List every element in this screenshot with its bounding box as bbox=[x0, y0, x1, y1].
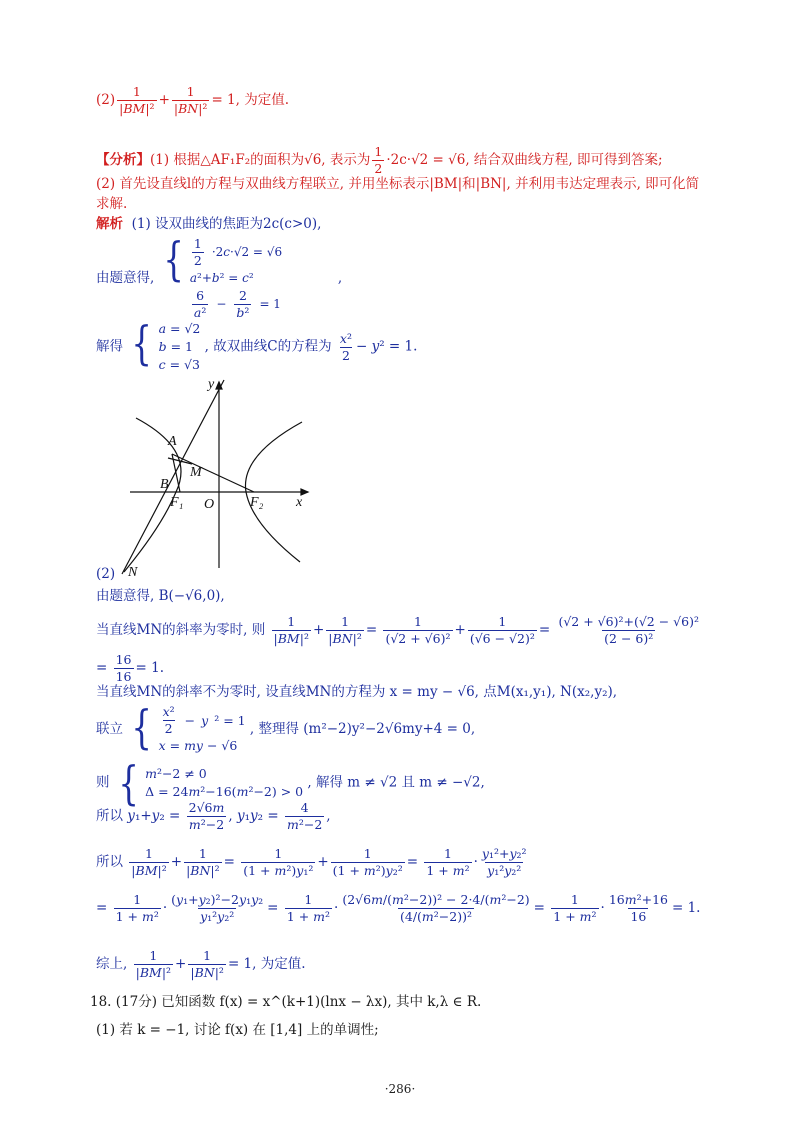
segment-AF2 bbox=[172, 454, 254, 492]
label-B: B bbox=[160, 477, 169, 492]
label-x: x bbox=[296, 495, 303, 510]
solution-line-slope-zero: 当直线MN的斜率为零时, 则 $\frac{1}{\text{|BM|²}}$ + $\frac{1}{\text{|BN|²}}$ = $\frac{1}{\text{(√2 + √6)²}}$ + $\frac{1}{\text{(√6 − √2)²}}$ = $\frac{\text{(√2 + √6)²+(√2 − √6)²}}{\text{(2 − 6)²}}$ bbox=[96, 614, 699, 646]
solution-line-result1: = $\frac{16}{16}$ = 1. bbox=[96, 652, 164, 684]
hyperbola-graph bbox=[96, 376, 326, 586]
solution-line-setup: 当直线MN的斜率不为零时, 设直线MN的方程为 x = my − √6, 点M(x₁,y₁), N(x₂,y₂), bbox=[96, 684, 618, 700]
question-18-part1: (1) 若 k = −1, 讨论 f(x) 在 [1,4] 上的单调性; bbox=[96, 1022, 379, 1038]
part2-label: (2) bbox=[96, 566, 116, 582]
label-A: A bbox=[168, 434, 177, 449]
analysis-line-1: 【分析】(1) 根据△AF₁F₂的面积为√6, 表示为 $\frac{1}{2}$ ·2c·√2 = √6, 结合双曲线方程, 即可得到答案; bbox=[96, 144, 663, 176]
label-N: N bbox=[128, 565, 138, 580]
solution-line-sum: 所以 $\frac{1}{\text{|BM|²}}$ + $\frac{1}{\text{|BN|²}}$ = $\frac{1}{\text{(1 + m²)y₁²}}$ + $\frac{1}{\text{(1 + m²)y₂²}}$ = $\frac{1}{\text{1 + m²}}$ · $\frac{\text{y₁²+y₂²}}{\text{y₁²y₂²}}$ bbox=[96, 846, 527, 878]
solution-system-3: 联立 { $\frac{\text{x²}}{2}$ − y ² = 1 x = my − √6 , 整理得 (m²−2)y²−2√6my+4 = 0, bbox=[96, 700, 476, 754]
solution-line-simplify: = $\frac{1}{\text{1 + m²}}$ · $\frac{\text{(y₁+y₂)²−2y₁y₂}}{\text{y₁²y₂²}}$ = $\frac{1}{\text{1 + m²}}$ · $\frac{\text{(2√6m/(m²−2))² − 2·4/(m²−2)}}{\text{(4/(m²−2))²}}$ = $\frac{1}{\text{1 + m²}}$ · $\frac{\text{16m²+16}}{16}$ = 1. bbox=[96, 892, 701, 924]
solution-conclusion: 综上, $\frac{1}{\text{|BM|²}}$ + $\frac{1}{\text{|BN|²}}$ = 1, 为定值. bbox=[96, 948, 306, 980]
analysis-line-3: 求解. bbox=[96, 196, 128, 212]
question-18-stem: 18. (17分) 已知函数 f(x) = x^(k+1)(lnx − λx), 其中 k,λ ∈ R. bbox=[90, 994, 482, 1010]
label-O: O bbox=[204, 497, 215, 512]
label-M: M bbox=[190, 465, 202, 480]
solution-line-B: 由题意得, B(−√6,0), bbox=[96, 588, 225, 604]
solution-system-2: 解得 { a = √2 b = 1 c = √3 , 故双曲线C的方程为 $\frac{\text{x²}}{2}$ − y² = 1. bbox=[96, 316, 418, 372]
solution-label: 解析 bbox=[96, 216, 123, 232]
analysis-line-2: (2) 首先设直线l的方程与双曲线方程联立, 并用坐标表示|BM|和|BN|, 并利用韦达定理表示, 即可化简 bbox=[96, 176, 700, 192]
label-F1: F₁ bbox=[170, 495, 184, 510]
result-line: (2) $\frac{1}{\text{|BM|²}}$ + $\frac{1}{\text{|BN|²}}$ = 1, 为定值. bbox=[96, 84, 290, 116]
label-F2: F₂ bbox=[250, 495, 264, 510]
solution-line-vieta: 所以 y₁+y₂ = $\frac{2√6m}{\text{m²−2}}$ , y₁y₂ = $\frac{4}{\text{m²−2}}$ , bbox=[96, 800, 331, 832]
page-number: ·286· bbox=[384, 1082, 416, 1096]
line-MN bbox=[122, 380, 224, 574]
solution-system-1: 由题意得, { $\frac{1}{2}$ ·2c·√2 = √6 a²+b² = c² $\frac{6}{\text{a²}}$ − $\frac{2}{\text{b²}}$ = 1 , bbox=[96, 232, 343, 320]
analysis-tag: 【分析】 bbox=[96, 152, 150, 168]
solution-line-1: 解析 (1) 设双曲线的焦距为2c(c>0), bbox=[96, 216, 322, 232]
label-y: y bbox=[208, 377, 215, 392]
solution-system-4: 则 { m²−2 ≠ 0 Δ = 24m²−16(m²−2) > 0 , 解得 m ≠ √2 且 m ≠ −√2, bbox=[96, 756, 485, 810]
